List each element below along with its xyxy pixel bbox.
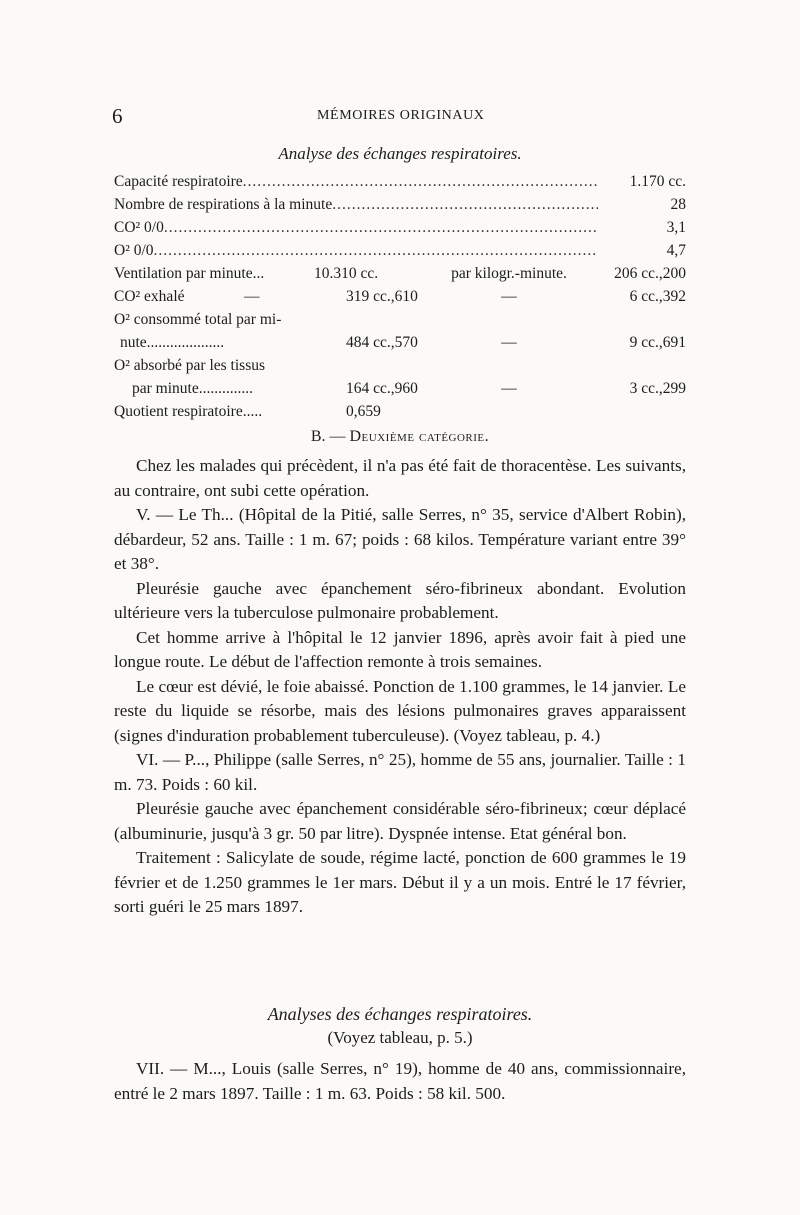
paragraph: Pleurésie gauche avec épanchement séro-fibrineux abondant. Evolution ultérieure vers la tuberculose pulmonaire probablement. [114, 578, 686, 622]
row-value-per-kilo: 9 cc.,691 [629, 334, 686, 351]
ditto-dash: — [244, 288, 260, 305]
dot-leader [154, 239, 598, 262]
paragraph: Le cœur est dévié, le foie abaissé. Ponction de 1.100 grammes, le 14 janvier. Le reste du liquide se résorbe, mais des lésions pulmonaires graves apparaissent (signes d'induration probablement tuberculeuse). (Voyez tableau, p. 4.) [114, 676, 686, 745]
row-value-per-kilo: 206 cc.,200 [614, 265, 686, 282]
running-head-title: MÉMOIRES ORIGINAUX [317, 108, 485, 123]
section-letter: B. — [310, 428, 346, 445]
analysis-title: Analyse des échanges respiratoires. [278, 144, 522, 163]
table-row [114, 400, 686, 423]
table-row [114, 308, 686, 331]
ditto-dash: — [501, 380, 517, 397]
respiratory-table [114, 170, 686, 423]
row-label: CO² exhalé [114, 288, 185, 305]
row-value-per-kilo: 3 cc.,299 [629, 380, 686, 397]
row-value: 28 [670, 196, 686, 213]
section-title: Deuxième catégorie. [349, 428, 490, 445]
row-value: 3,1 [666, 219, 686, 236]
paragraph: V. — Le Th... (Hôpital de la Pitié, salle Serres, n° 35, service d'Albert Robin), débardeur, 52 ans. Taille : 1 m. 67; poids : 68 kilos. Température variant entre 39° et 38°. [114, 505, 686, 573]
table-reference: (Voyez tableau, p. 5.) [327, 1028, 473, 1047]
row-label: O² consommé total par mi- [114, 311, 282, 328]
dot-leader [332, 193, 598, 216]
row-value: 484 cc.,570 [346, 334, 418, 351]
paragraph: VII. — M..., Louis (salle Serres, n° 19), homme de 40 ans, commissionnaire, entré le 2 mars 1897. Taille : 1 m. 63. Poids : 58 kil. 500. [114, 1059, 686, 1103]
table-row [114, 285, 686, 308]
ditto-dash: — [501, 334, 517, 351]
row-value: 319 cc.,610 [346, 288, 418, 305]
ditto-dash: — [501, 288, 517, 305]
table-row [114, 377, 686, 400]
page-number: 6 [112, 104, 123, 128]
table-row [114, 216, 686, 239]
paragraph: Pleurésie gauche avec épanchement considérable séro-fibrineux; cœur déplacé (albuminurie, jusqu'à 3 gr. 50 par litre). Dyspnée intense. Etat général bon. [114, 799, 686, 843]
table-row [114, 354, 686, 377]
body-text-lower [114, 1057, 686, 1106]
paragraph: Cet homme arrive à l'hôpital le 12 janvier 1896, après avoir fait à pied une longue route. Le début de l'affection remonte à trois semaines. [114, 627, 686, 671]
table-row [114, 170, 686, 193]
section-heading [0, 428, 800, 446]
row-label: O² absorbé par les tissus [114, 357, 266, 374]
running-head [112, 104, 682, 128]
table-row [114, 331, 686, 354]
row-label: Quotient respiratoire..... [114, 403, 263, 420]
table-row [114, 239, 686, 262]
row-label: Ventilation par minute... [114, 265, 265, 282]
row-per-kilo: par kilogr.-minute. [451, 265, 567, 282]
row-label-continued: nute.................... [120, 334, 225, 351]
row-value: 10.310 cc. [314, 265, 379, 282]
analyses-title: Analyses des échanges respiratoires. [267, 1004, 533, 1024]
row-label: CO² 0/0 [114, 219, 164, 236]
row-label-continued: par minute.............. [132, 380, 253, 397]
paragraph: VI. — P..., Philippe (salle Serres, n° 25), homme de 55 ans, journalier. Taille : 1 m. 73. Poids : 60 kil. [114, 750, 686, 794]
row-value: 0,659 [346, 403, 381, 420]
table-row [114, 193, 686, 216]
body-text-upper [114, 454, 686, 920]
row-value: 164 cc.,960 [346, 380, 418, 397]
row-label: O² 0/0 [114, 242, 154, 259]
paragraph: Chez les malades qui précèdent, il n'a pas été fait de thoracentèse. Les suivants, au contraire, ont subi cette opération. [114, 456, 686, 500]
paragraph: Traitement : Salicylate de soude, régime lacté, ponction de 600 grammes le 19 février et de 1.250 grammes le 1er mars. Début il y a un mois. Entré le 17 février, sorti guéri le 25 mars 1897. [114, 848, 686, 916]
row-value: 1.170 cc. [629, 173, 686, 190]
dot-leader [164, 216, 598, 239]
row-label: Capacité respiratoire [114, 173, 243, 190]
row-value: 4,7 [666, 242, 686, 259]
table-row [114, 262, 686, 285]
row-value-per-kilo: 6 cc.,392 [629, 288, 686, 305]
row-label: Nombre de respirations à la minute [114, 196, 333, 213]
dot-leader [243, 170, 598, 193]
